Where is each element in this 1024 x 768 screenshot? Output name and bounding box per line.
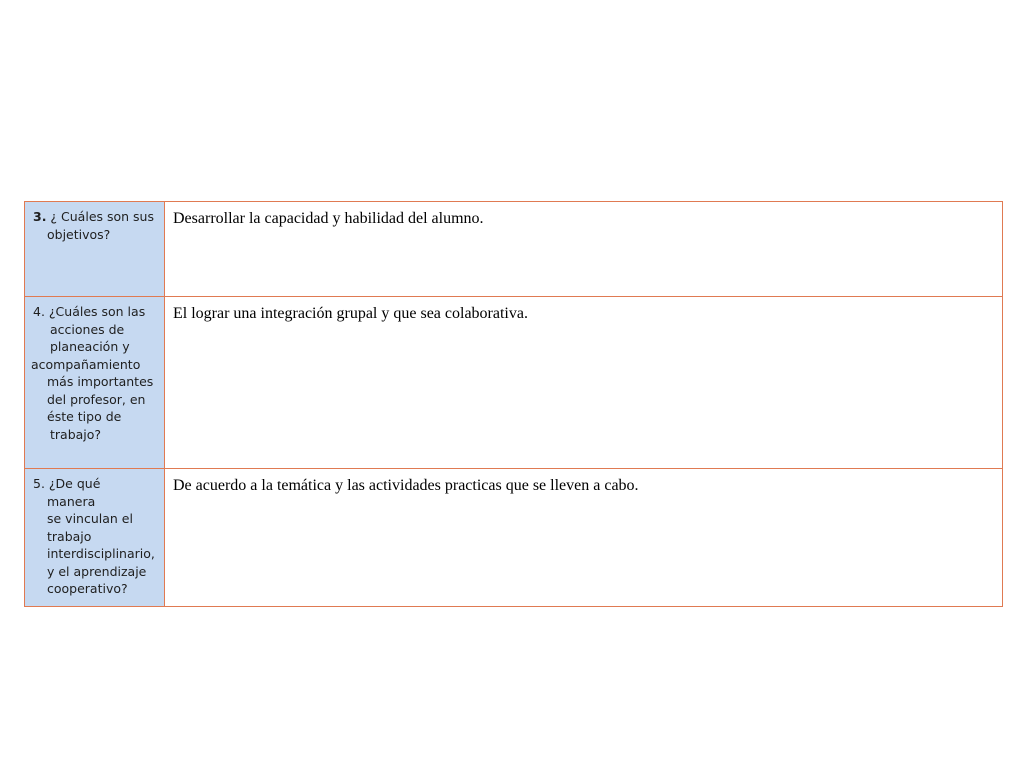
questions-table: [24, 201, 1003, 607]
table-row: [25, 202, 1003, 297]
question-line: trabajo?: [50, 426, 102, 442]
answer-text: Desarrollar la capacidad y habilidad del alumno.: [173, 210, 484, 227]
question-line: acompañamiento: [31, 356, 141, 372]
question-line: [33, 303, 158, 321]
question-line: objetivos?: [47, 226, 111, 242]
question-line: más importantes: [47, 374, 154, 389]
question-text: ¿Cuáles son las: [44, 304, 146, 319]
question-number: 3.: [33, 209, 47, 224]
question-line: y el aprendizaje: [47, 563, 147, 579]
answer-cell: [165, 297, 1003, 469]
question-line: trabajo: [47, 528, 92, 544]
question-cell: [25, 297, 165, 469]
question-text: ¿De qué: [44, 476, 101, 491]
table-row: [25, 469, 1003, 607]
table-row: [25, 297, 1003, 469]
question-cell: [25, 202, 165, 297]
answer-cell: [165, 469, 1003, 607]
question-line: [33, 208, 158, 226]
question-line: manera: [47, 493, 96, 509]
question-text: ¿ Cuáles son sus: [46, 209, 154, 224]
question-line: cooperativo?: [47, 581, 128, 596]
answer-cell: [165, 202, 1003, 297]
answer-text: De acuerdo a la temática y las actividades practicas que se lleven a cabo.: [173, 477, 639, 494]
question-cell: [25, 469, 165, 607]
question-line: éste tipo de: [47, 409, 122, 424]
question-number: 4.: [33, 304, 45, 319]
question-line: planeación y: [50, 339, 130, 354]
question-line: se vinculan el: [47, 511, 133, 526]
question-line: [33, 475, 158, 493]
answer-text: El lograr una integración grupal y que sea colaborativa.: [173, 305, 528, 322]
question-line: acciones de: [50, 321, 125, 337]
question-number: 5.: [33, 476, 45, 491]
question-line: interdisciplinario,: [47, 546, 155, 561]
question-line: del profesor, en: [47, 391, 146, 407]
